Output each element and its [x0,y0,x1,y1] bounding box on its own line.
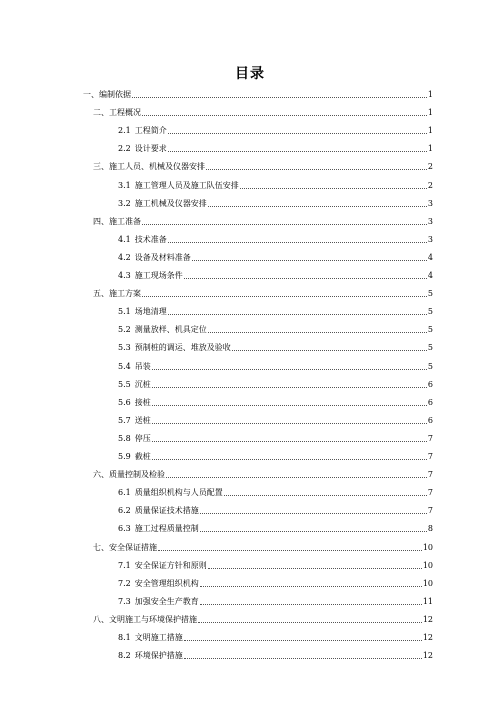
toc-entry-page: 1 [427,126,433,136]
toc-leader-dots [208,332,427,333]
toc-entry-page: 12 [422,614,433,624]
toc-entry-number: 5.2 [118,325,131,335]
toc-entry-number: 8.1 [118,633,131,642]
toc-entry[interactable] [118,231,433,245]
toc-entry-number: 5.3 [118,343,131,353]
toc-leader-dots [184,640,422,641]
toc-leader-dots [200,604,422,605]
toc-entry[interactable] [93,611,433,625]
toc-leader-dots [168,151,427,152]
toc-entry-page: 11 [422,596,433,606]
toc-entry-number: 4.1 [118,234,131,244]
toc-entry-number: 7.3 [118,596,131,606]
toc-entry-page: 6 [427,379,433,389]
toc-entry-page: 12 [422,651,433,661]
toc-entry-text: 沉桩 [134,379,151,389]
toc-entry-text: 施工机械及仪器安排 [134,198,207,208]
toc-entry-page: 1 [427,108,433,118]
toc-entry[interactable] [118,593,433,607]
toc-leader-dots [152,459,427,460]
toc-entry-number: 7.1 [118,560,131,570]
toc-leader-dots [142,115,427,116]
toc-entry[interactable] [118,430,433,444]
toc-entry-number: 6.1 [118,488,131,498]
toc-entry-page: 6 [427,397,433,407]
toc-entry-number: 5.9 [118,452,131,461]
toc-entry-text: 截桩 [134,452,151,461]
toc-entry-text: 五、施工方案 [93,289,141,299]
toc-entry[interactable] [118,267,433,281]
toc-entry[interactable] [93,285,433,299]
toc-entry-text: 施工管理人员及施工队伍安排 [134,180,239,190]
toc-entry-number: 8.2 [118,651,131,661]
toc-entry-page: 1 [427,90,433,99]
toc-entry-page: 3 [427,198,433,208]
toc-entry[interactable] [118,303,433,317]
toc-entry-number: 7.2 [118,578,131,588]
toc-entry-page: 8 [427,524,433,534]
toc-leader-dots [168,133,427,134]
toc-entry[interactable] [118,448,433,462]
toc-entry-text: 一、编制依据 [83,90,131,99]
toc-entry[interactable] [118,122,433,136]
toc-entry-text: 三、施工人员、机械及仪器安排 [93,162,205,172]
toc-entry[interactable] [118,647,433,661]
toc-entry-page: 1 [427,144,433,154]
toc-entry[interactable] [118,140,433,154]
toc-entry-text: 测量放样、机具定位 [134,325,207,335]
toc-entry-text: 施工过程质量控制 [134,524,199,534]
toc-entry[interactable] [118,177,433,191]
toc-entry-number: 5.8 [118,433,131,443]
toc-leader-dots [142,296,427,297]
toc-entry-number: 4.2 [118,252,131,262]
toc-entry-number: 4.3 [118,271,131,280]
toc-entry[interactable] [93,466,433,480]
toc-entry-text: 质量保证技术措施 [134,506,199,516]
toc-entry-text: 质量组织机构与人员配置 [134,488,223,498]
toc-leader-dots [152,405,427,406]
toc-entry-text: 二、工程概况 [93,108,141,118]
toc-entry[interactable] [93,539,433,553]
toc-entry-text: 七、安全保证措施 [93,542,157,552]
toc-entry-page: 2 [427,162,433,172]
toc-leader-dots [208,206,427,207]
toc-entry-text: 八、文明施工与环境保护措施 [93,614,197,624]
toc-leader-dots [152,387,427,388]
toc-entry-number: 5.6 [118,397,131,407]
toc-leader-dots [168,314,427,315]
toc-entry-text: 技术准备 [134,234,167,244]
toc-entry-text: 送桩 [134,415,151,425]
page-title: 目录 [235,66,265,82]
toc-entry-page: 7 [427,470,433,480]
toc-entry[interactable] [118,376,433,390]
toc-leader-dots [200,531,427,532]
toc-entry[interactable] [118,394,433,408]
toc-entry-text: 接桩 [134,397,151,407]
toc-entry[interactable] [118,321,433,335]
toc-entry-text: 设备及材料准备 [134,252,191,262]
toc-entry[interactable] [93,158,433,172]
toc-entry-page: 4 [427,271,433,280]
toc-leader-dots [200,513,427,514]
toc-leader-dots [224,495,427,496]
toc-entry[interactable] [93,213,433,227]
toc-entry[interactable] [118,412,433,426]
toc-leader-dots [208,568,422,569]
toc-entry-text: 工程简介 [134,126,167,136]
toc-entry[interactable] [93,104,433,118]
toc-entry-number: 5.7 [118,415,131,425]
toc-leader-dots [192,260,427,261]
toc-entry-page: 2 [427,180,433,190]
toc-leader-dots [132,97,427,98]
toc-leader-dots [168,242,427,243]
toc-entry-text: 预制桩的调运、堆放及验收 [134,343,231,353]
toc-entry[interactable] [118,358,433,372]
toc-entry-number: 2.1 [118,126,131,136]
toc-entry-page: 3 [427,216,433,226]
toc-leader-dots [152,441,427,442]
toc-entry[interactable] [83,86,433,100]
toc-entry-text: 场地清理 [134,307,167,317]
toc-entry-number: 6.2 [118,506,131,516]
toc-leader-dots [198,622,422,623]
toc-entry-text: 安全保证方针和原则 [134,560,207,570]
toc-entry[interactable] [118,629,433,643]
toc-entry[interactable] [118,520,433,534]
toc-entry-page: 10 [422,542,433,552]
toc-entry-text: 文明施工措施 [134,633,183,642]
toc-entry-number: 2.2 [118,144,131,154]
toc-entry-text: 施工现场条件 [134,271,183,280]
toc-entry-number: 6.3 [118,524,131,534]
toc-entry[interactable] [118,484,433,498]
toc-entry-text: 环境保护措施 [134,651,183,661]
toc-entry-page: 7 [427,433,433,443]
toc-entry-number: 5.5 [118,379,131,389]
toc-entry-page: 3 [427,234,433,244]
toc-leader-dots [240,188,427,189]
toc-entry[interactable] [118,195,433,209]
toc-entry-text: 吊装 [134,361,151,371]
toc-entry-page: 12 [422,633,433,642]
toc-entry-number: 5.1 [118,307,131,317]
toc-entry-page: 4 [427,252,433,262]
toc-entry-page: 10 [422,560,433,570]
toc-entry-number: 3.2 [118,198,131,208]
toc-leader-dots [142,224,427,225]
toc-leader-dots [184,658,422,659]
toc-leader-dots [200,586,422,587]
toc-entry[interactable] [118,502,433,516]
toc-entry-page: 5 [427,325,433,335]
toc-entry-number: 5.4 [118,361,131,371]
toc-leader-dots [232,350,427,351]
toc-entry-page: 5 [427,361,433,371]
toc-leader-dots [206,169,427,170]
toc-leader-dots [152,423,427,424]
toc-entry[interactable] [118,575,433,589]
toc-leader-dots [166,477,427,478]
toc-entry-text: 设计要求 [134,144,167,154]
toc-entry-page: 5 [427,289,433,299]
toc-leader-dots [184,278,427,279]
toc-entry-text: 停压 [134,433,151,443]
toc-entry-text: 四、施工准备 [93,216,141,226]
toc-entry[interactable] [118,339,433,353]
toc-entry-text: 六、质量控制及检验 [93,470,165,480]
toc-entry-page: 5 [427,307,433,317]
toc-entry-number: 3.1 [118,180,131,190]
toc-entry-page: 10 [422,578,433,588]
toc-leader-dots [158,550,422,551]
toc-entry[interactable] [118,249,433,263]
toc-entry-text: 安全管理组织机构 [134,578,199,588]
toc-entry-page: 7 [427,488,433,498]
toc-entry-text: 加强安全生产教育 [134,596,199,606]
toc-entry-page: 6 [427,415,433,425]
toc-entry-page: 5 [427,343,433,353]
toc-entry[interactable] [118,557,433,571]
toc-entry-page: 7 [427,452,433,461]
toc-entry-page: 7 [427,506,433,516]
toc-leader-dots [152,369,427,370]
